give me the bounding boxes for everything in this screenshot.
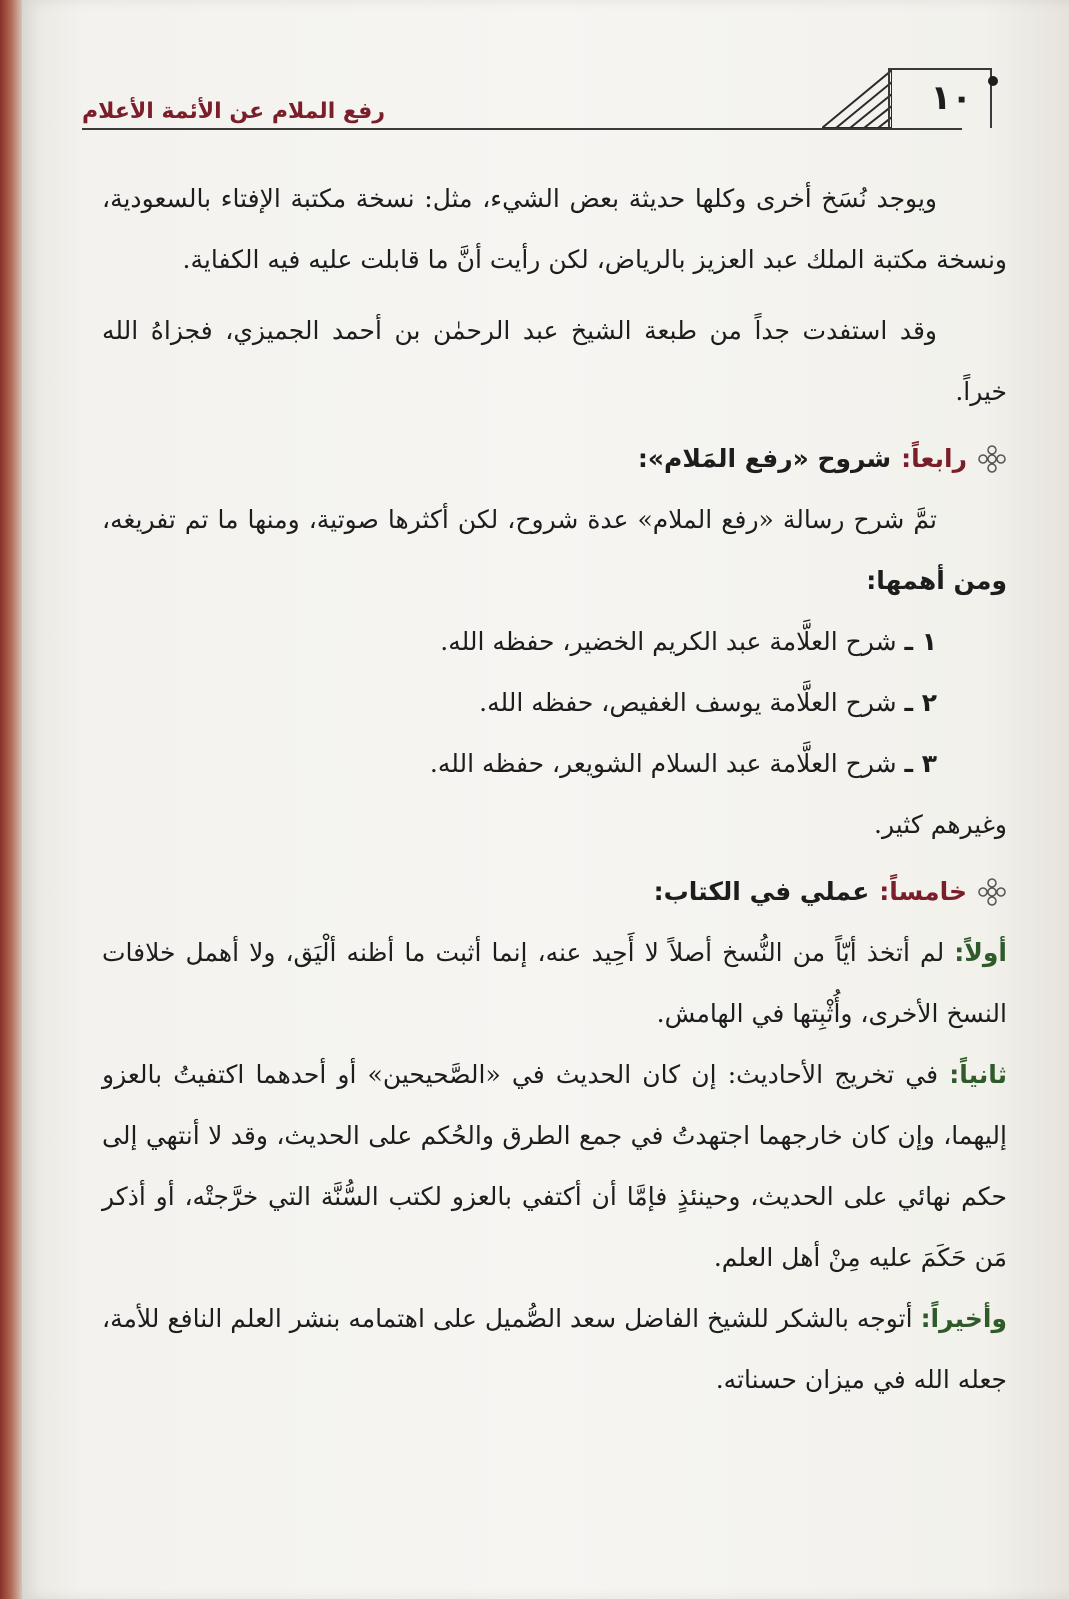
list-item (102, 611, 1007, 672)
section-4-intro (102, 489, 1007, 611)
floral-ornament-icon (977, 877, 1007, 907)
page-number: ١٠ (930, 78, 972, 118)
section-4-heading (102, 428, 1007, 489)
header-dot (988, 76, 998, 86)
page-header (82, 58, 1002, 138)
book-page (22, 0, 1069, 1599)
list-item-text: شرح العلَّامة يوسف الغفيص، حفظه الله. (479, 688, 897, 717)
header-rule (82, 128, 962, 130)
list-item-number: ٢ ـ (904, 688, 937, 717)
work-point-lead: أولاً: (954, 938, 1007, 967)
list-item-text: شرح العلَّامة عبد الكريم الخضير، حفظه الله. (440, 627, 897, 656)
work-point-lead: ثانياً: (949, 1060, 1007, 1089)
hatched-triangle-icon (822, 70, 892, 128)
work-point-text: في تخريج الأحاديث: إن كان الحديث في «الصَّحيحين» أو أحدهما اكتفيتُ بالعزو إليهما، وإن كان خارجهما اجتهدتُ في جمع الطرق والحُكم على الحديث، وقد لا أنتهي إلى حكم نهائي على الحديث، وحينئذٍ فإمَّا أن أكتفي بالعزو لكتب السُّنَّة التي خرَّجتْه، أو أذكر مَن حَكَمَ عليه مِنْ أهل العلم. (102, 1060, 1007, 1272)
work-point-lead: وأخيراً: (920, 1304, 1008, 1333)
list-item (102, 733, 1007, 794)
list-item-text: شرح العلَّامة عبد السلام الشويعر، حفظه الله. (429, 749, 897, 778)
section-4-number: رابعاً: (901, 444, 967, 473)
running-title: رفع الملام عن الأئمة الأعلام (82, 99, 385, 124)
list-item-number: ١ ـ (904, 627, 937, 656)
book-spine-edge (0, 0, 22, 1599)
section-4-title: شروح «رفع المَلام»: (637, 444, 892, 473)
intro-paragraph-2: وقد استفدت جداً من طبعة الشيخ عبد الرحمٰن بن أحمد الجميزي، فجزاهُ الله خيراً. (102, 316, 1007, 406)
page-body (102, 168, 1007, 1410)
section-4-intro-text: تمَّ شرح رسالة «رفع الملام» عدة شروح، لكن أكثرها صوتية، ومنها ما تم تفريغه، (102, 505, 937, 534)
work-point-text: أتوجه بالشكر للشيخ الفاضل سعد الصُّميل على اهتمامه بنشر العلم النافع للأمة، جعله الله في ميزان حسناته. (102, 1304, 1007, 1394)
section-5-number: خامساً: (879, 877, 967, 906)
work-point-text: لم أتخذ أيّاً من النُّسخ أصلاً لا أَحِيد عنه، إنما أثبت ما أظنه ألْيَق، ولا أهمل خلافات النسخ الأخرى، وأُثْبِتها في الهامش. (102, 938, 1007, 1028)
section-4-intro-bold: ومن أهمها: (866, 566, 1007, 595)
work-point (102, 1044, 1007, 1288)
work-point (102, 922, 1007, 1044)
section-4-closing: وغيرهم كثير. (874, 810, 1007, 839)
section-5-heading (102, 861, 1007, 922)
list-item (102, 672, 1007, 733)
work-point (102, 1288, 1007, 1410)
floral-ornament-icon (977, 444, 1007, 474)
list-item-number: ٣ ـ (904, 749, 937, 778)
section-5-title: عملي في الكتاب: (653, 877, 870, 906)
intro-paragraph-1: ويوجد نُسَخ أخرى وكلها حديثة بعض الشيء، مثل: نسخة مكتبة الإفتاء بالسعودية، ونسخة مكتبة الملك عبد العزيز بالرياض، لكن رأيت أنَّ ما قابلت عليه فيه الكفاية. (102, 184, 1007, 274)
